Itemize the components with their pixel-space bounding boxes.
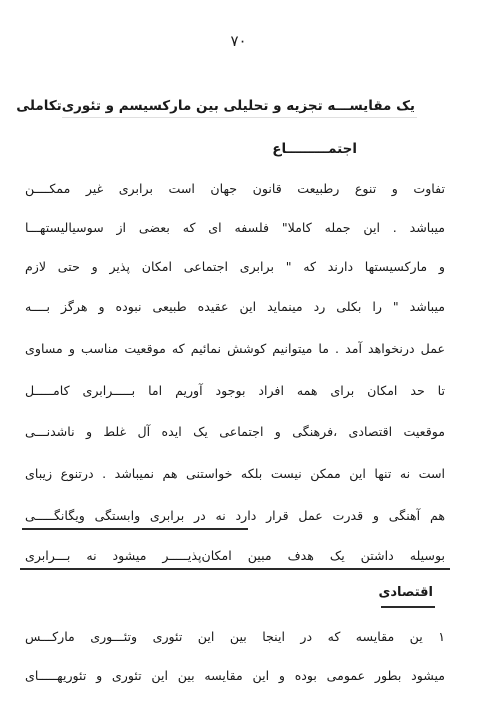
title-underline bbox=[62, 117, 417, 118]
paragraph-line: میباشد . این جمله کاملا" فلسفه ای که بعضی از سوسیالیستهـــا bbox=[25, 220, 445, 235]
document-title: یک مقایســـه تجزیه و تحلیلی بین مارکسیسم و تئوری‌تکاملی bbox=[16, 98, 415, 114]
paragraph-line: بوسیله داشتن یک هدف مبین امکان‌پذیـــــر میشود نه بـــرابری bbox=[25, 548, 445, 563]
page-number: ۷۰ bbox=[230, 32, 247, 50]
section-heading: اقتصادی bbox=[378, 585, 433, 600]
emphasis-underline bbox=[22, 528, 248, 530]
emphasis-underline bbox=[20, 568, 450, 570]
paragraph-line: است نه تنها این ممکن نیست بلکه خواستنی هم نمیباشد . درتنوع زیبای bbox=[25, 466, 445, 481]
paragraph-line: هم آهنگی و قدرت عمل قرار دارد نه در برابری وابستگی ویگانگـــــی bbox=[25, 508, 445, 523]
paragraph-line: میباشد " را بکلی رد مینماید این عقیده طبیعی نبوده و هرگز بــــه bbox=[25, 299, 445, 314]
paragraph-line: تا حد امکان برای همه افراد بوجود آوریم اما بـــــرابری کامـــــل bbox=[25, 383, 445, 398]
paragraph-line: موقعیت اقتصادی ،فرهنگی و اجتماعی یک ایده آل غلط و ناشدنـــی bbox=[25, 424, 445, 439]
section-heading-underline bbox=[381, 606, 435, 608]
document-subtitle: اجتمـــــــــاع bbox=[272, 141, 357, 157]
paragraph-line: و مارکسیستها دارند که " برابری اجتماعی امکان پذیر و حتی لازم bbox=[25, 259, 445, 274]
paragraph-line: ۱ ین مقایسه که در اینجا بین این تئوری وتئـــوری مارکـــس bbox=[25, 629, 445, 644]
paragraph-line: تفاوت و تنوع رطبیعت قانون جهان است برابری غیر ممکــــن bbox=[25, 181, 445, 196]
paragraph-line: عمل درنخواهد آمد . ما میتوانیم کوشش نمائیم که موقعیت مناسب و مساوی bbox=[25, 341, 445, 356]
paragraph-line: میشود بطور عمومی بوده و این مقایسه بین این تئوری و تئوریهـــــای bbox=[25, 668, 445, 683]
